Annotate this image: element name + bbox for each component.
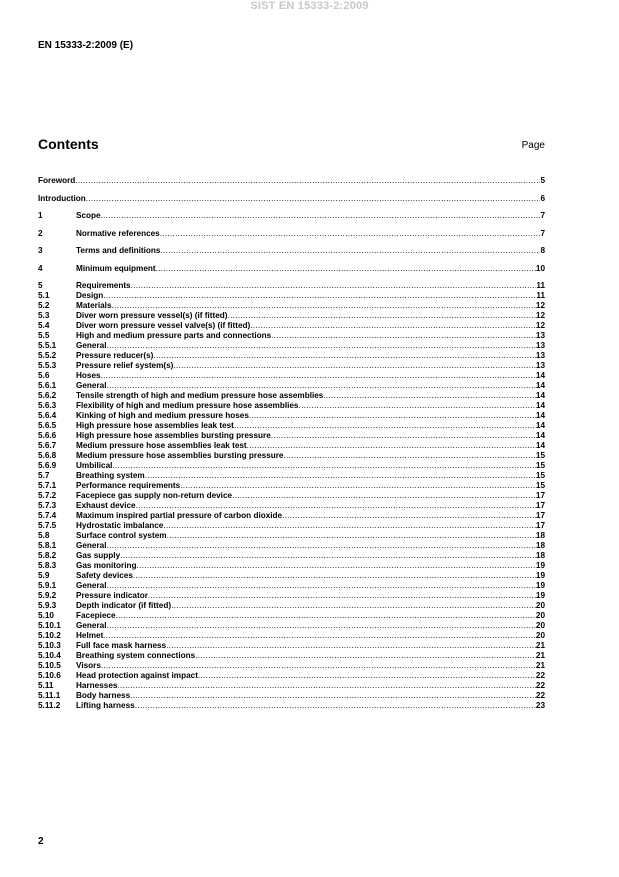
toc-entry-title: Maximum inspired partial pressure of carbon dioxide bbox=[76, 511, 283, 520]
toc-entry-number: 5.6.1 bbox=[38, 381, 57, 390]
toc-entry[interactable] bbox=[38, 411, 545, 421]
toc-entry-title: Normative references bbox=[76, 228, 160, 238]
toc-entry-title: Breathing system bbox=[76, 471, 145, 480]
toc-entry-number: 5.6.5 bbox=[38, 421, 57, 430]
toc-entry-page: 13 bbox=[535, 331, 545, 340]
toc-entry-number: 5.10.4 bbox=[38, 651, 61, 660]
toc-entry-number: 3 bbox=[38, 246, 43, 255]
toc-dot-leader bbox=[160, 229, 541, 239]
toc-entry-title: High and medium pressure parts and connections bbox=[76, 331, 272, 340]
toc-entry-title: Visors bbox=[76, 661, 101, 670]
toc-entry-number: 5.11.2 bbox=[38, 701, 61, 710]
toc-entry-page: 21 bbox=[535, 641, 545, 650]
toc-entry-title: Pressure reducer(s) bbox=[76, 351, 154, 360]
toc-dot-leader bbox=[249, 411, 536, 421]
toc-entry[interactable] bbox=[38, 501, 545, 511]
toc-dot-leader bbox=[101, 211, 541, 221]
toc-entry-title: Facepiece bbox=[76, 611, 116, 620]
toc-entry-number: 1 bbox=[38, 211, 43, 220]
toc-entry-page: 13 bbox=[535, 351, 545, 360]
toc-dot-leader bbox=[101, 661, 536, 671]
toc-entry-number: 5.8 bbox=[38, 531, 50, 540]
toc-entry-title: Flexibility of high and medium pressure hose assemblies bbox=[76, 401, 299, 410]
toc-entry[interactable] bbox=[38, 451, 545, 461]
toc-entry-title: Diver worn pressure vessel valve(s) (if fitted) bbox=[76, 321, 251, 330]
toc-dot-leader bbox=[271, 331, 536, 341]
toc-dot-leader bbox=[198, 671, 536, 681]
toc-entry-page: 15 bbox=[535, 451, 545, 460]
toc-entry-page: 8 bbox=[540, 246, 545, 255]
toc-entry[interactable] bbox=[38, 551, 545, 561]
toc-entry-title: Surface control system bbox=[76, 531, 167, 540]
toc-entry-page: 14 bbox=[535, 421, 545, 430]
toc-entry[interactable] bbox=[38, 571, 545, 581]
toc-entry-number: 5.5.3 bbox=[38, 361, 57, 370]
toc-dot-leader bbox=[103, 291, 536, 301]
toc-entry-page: 19 bbox=[535, 561, 545, 570]
toc-entry-number: 5.7.2 bbox=[38, 491, 57, 500]
toc-entry-title: High pressure hose assemblies leak test bbox=[76, 421, 234, 430]
toc-entry-page: 22 bbox=[535, 681, 545, 690]
toc-entry-page: 14 bbox=[535, 431, 545, 440]
toc-entry-page: 12 bbox=[535, 311, 545, 320]
toc-entry-page: 22 bbox=[535, 691, 545, 700]
toc-entry[interactable] bbox=[38, 361, 545, 371]
toc-entry-page: 19 bbox=[535, 571, 545, 580]
toc-entry-title: Performance requirements bbox=[76, 481, 181, 490]
toc-entry[interactable] bbox=[38, 621, 545, 631]
toc-entry-title: Pressure relief system(s) bbox=[76, 361, 174, 370]
toc-entry-title: Full face mask harness bbox=[76, 641, 167, 650]
toc-entry-title: High pressure hose assemblies bursting pressure bbox=[76, 431, 271, 440]
toc-entry-page: 18 bbox=[535, 531, 545, 540]
toc-dot-leader bbox=[137, 561, 536, 571]
toc-dot-leader bbox=[284, 451, 536, 461]
toc-entry-title: Pressure indicator bbox=[76, 591, 148, 600]
toc-entry-page: 15 bbox=[535, 481, 545, 490]
toc-entry-number: 5.6 bbox=[38, 371, 50, 380]
toc-entry-title: General bbox=[76, 581, 107, 590]
toc-entry[interactable] bbox=[38, 561, 545, 571]
toc-entry-number: 5.6.9 bbox=[38, 461, 57, 470]
toc-entry[interactable] bbox=[38, 321, 545, 331]
toc-entry[interactable] bbox=[38, 264, 545, 274]
toc-entry[interactable] bbox=[38, 351, 545, 361]
toc-dot-leader bbox=[234, 421, 536, 431]
toc-entry[interactable] bbox=[38, 671, 545, 681]
toc-entry[interactable] bbox=[38, 211, 545, 221]
toc-entry-title: Breathing system connections bbox=[76, 651, 196, 660]
toc-entry-page: 17 bbox=[535, 501, 545, 510]
toc-entry-number: 5.5.2 bbox=[38, 351, 57, 360]
toc-entry-number: 5.9.3 bbox=[38, 601, 57, 610]
toc-dot-leader bbox=[86, 194, 541, 204]
toc-entry-page: 13 bbox=[535, 361, 545, 370]
toc-dot-leader bbox=[195, 651, 536, 661]
toc-entry-number: 5.8.1 bbox=[38, 541, 57, 550]
toc-entry[interactable] bbox=[38, 246, 545, 256]
toc-entry-number: 5.8.3 bbox=[38, 561, 57, 570]
toc-dot-leader bbox=[180, 481, 536, 491]
toc-entry-title: Gas supply bbox=[76, 551, 121, 560]
toc-entry-number: 5.10.3 bbox=[38, 641, 61, 650]
toc-entry-number: 5.10.6 bbox=[38, 671, 61, 680]
toc-entry-number: 5.7.3 bbox=[38, 501, 57, 510]
toc-entry-page: 12 bbox=[535, 301, 545, 310]
toc-entry-number: 5.1 bbox=[38, 291, 50, 300]
toc-entry-title: Foreword bbox=[38, 176, 76, 185]
toc-entry-page: 5 bbox=[540, 176, 545, 185]
toc-entry[interactable] bbox=[38, 441, 545, 451]
toc-entry-page: 14 bbox=[535, 441, 545, 450]
toc-entry-page: 14 bbox=[535, 411, 545, 420]
toc-entry-page: 11 bbox=[536, 281, 545, 290]
toc-entry-number: 5.7.1 bbox=[38, 481, 57, 490]
toc-entry[interactable] bbox=[38, 461, 545, 471]
toc-dot-leader bbox=[133, 571, 536, 581]
toc-entry-title: General bbox=[76, 381, 107, 390]
toc-dot-leader bbox=[299, 401, 536, 411]
toc-entry-page: 22 bbox=[535, 671, 545, 680]
toc-dot-leader bbox=[75, 176, 540, 186]
toc-entry[interactable] bbox=[38, 331, 545, 341]
toc-entry-number: 5.6.2 bbox=[38, 391, 57, 400]
toc-dot-leader bbox=[323, 391, 536, 401]
toc-entry[interactable] bbox=[38, 176, 545, 186]
toc-dot-leader bbox=[103, 631, 536, 641]
toc-dot-leader bbox=[107, 341, 536, 351]
toc-dot-leader bbox=[116, 611, 536, 621]
toc-entry[interactable] bbox=[38, 641, 545, 651]
toc-entry-title: Scope bbox=[76, 211, 101, 220]
toc-entry-page: 14 bbox=[535, 401, 545, 410]
toc-entry-page: 21 bbox=[535, 651, 545, 660]
toc-entry-number: 5.5.1 bbox=[38, 341, 57, 350]
toc-entry[interactable] bbox=[38, 591, 545, 601]
toc-entry-number: 5.9.1 bbox=[38, 581, 57, 590]
toc-entry-title: Introduction bbox=[38, 193, 86, 203]
toc-entry-page: 7 bbox=[540, 228, 545, 238]
toc-entry-page: 20 bbox=[535, 611, 545, 620]
toc-entry-page: 23 bbox=[535, 701, 545, 710]
toc-dot-leader bbox=[282, 511, 536, 521]
toc-dot-leader bbox=[156, 264, 536, 274]
toc-entry-number: 5.8.2 bbox=[38, 551, 57, 560]
toc-entry[interactable] bbox=[38, 291, 545, 301]
toc-entry-number: 5.7.5 bbox=[38, 521, 57, 530]
watermark: SIST EN 15333-2:2009 bbox=[250, 0, 369, 12]
toc-dot-leader bbox=[107, 621, 536, 631]
toc-entry[interactable] bbox=[38, 381, 545, 391]
toc-entry-title: Umbilical bbox=[76, 461, 113, 470]
toc-entry-title: General bbox=[76, 621, 107, 630]
toc-dot-leader bbox=[232, 491, 536, 501]
toc-entry[interactable] bbox=[38, 701, 545, 711]
toc-entry-number: 5.7 bbox=[38, 471, 50, 480]
toc-entry-title: Facepiece gas supply non-return device bbox=[76, 491, 233, 500]
toc-entry-number: 5.6.7 bbox=[38, 441, 57, 450]
toc-entry-number: 5.10.5 bbox=[38, 661, 61, 670]
toc-entry-title: Materials bbox=[76, 301, 112, 310]
toc-dot-leader bbox=[107, 381, 536, 391]
toc-entry-number: 4 bbox=[38, 263, 43, 273]
toc-entry-title: Design bbox=[76, 291, 104, 300]
toc-entry-number: 5.10.1 bbox=[38, 621, 61, 630]
toc-entry-page: 14 bbox=[535, 391, 545, 400]
toc-entry[interactable] bbox=[38, 421, 545, 431]
toc-dot-leader bbox=[160, 246, 540, 256]
toc-dot-leader bbox=[145, 471, 536, 481]
toc-entry-page: 18 bbox=[535, 541, 545, 550]
toc-entry-page: 17 bbox=[535, 511, 545, 520]
page-number: 2 bbox=[38, 836, 44, 847]
toc-entry[interactable] bbox=[38, 521, 545, 531]
toc-entry-page: 15 bbox=[535, 471, 545, 480]
toc-entry[interactable] bbox=[38, 611, 545, 621]
toc-entry-number: 5.9.2 bbox=[38, 591, 57, 600]
toc-entry[interactable] bbox=[38, 481, 545, 491]
toc-entry-title: Safety devices bbox=[76, 571, 133, 580]
toc-entry-page: 21 bbox=[535, 661, 545, 670]
toc-dot-leader bbox=[171, 601, 536, 611]
toc-entry[interactable] bbox=[38, 631, 545, 641]
toc-entry-number: 5.6.4 bbox=[38, 411, 57, 420]
toc-dot-leader bbox=[117, 681, 535, 691]
toc-entry[interactable] bbox=[38, 691, 545, 701]
contents-heading: Contents bbox=[38, 136, 99, 152]
toc-entry-title: Diver worn pressure vessel(s) (if fitted) bbox=[76, 311, 228, 320]
toc-entry-title: Requirements bbox=[76, 281, 131, 290]
toc-entry[interactable] bbox=[38, 661, 545, 671]
toc-dot-leader bbox=[120, 551, 536, 561]
toc-entry[interactable] bbox=[38, 281, 545, 291]
toc-entry-title: Minimum equipment bbox=[76, 263, 156, 273]
toc-dot-leader bbox=[107, 581, 536, 591]
toc-entry-page: 17 bbox=[535, 491, 545, 500]
document-id: EN 15333-2:2009 (E) bbox=[38, 40, 134, 51]
toc-entry-title: Helmet bbox=[76, 631, 104, 640]
toc-entry[interactable] bbox=[38, 601, 545, 611]
toc-dot-leader bbox=[247, 441, 536, 451]
toc-entry[interactable] bbox=[38, 531, 545, 541]
toc-entry-page: 7 bbox=[540, 211, 545, 220]
toc-entry-number: 5.6.6 bbox=[38, 431, 57, 440]
toc-entry-title: Kinking of high and medium pressure hoses bbox=[76, 411, 249, 420]
toc-entry-number: 5.11.1 bbox=[38, 691, 61, 700]
toc-entry-number: 5.5 bbox=[38, 331, 50, 340]
toc-entry[interactable] bbox=[38, 301, 545, 311]
toc-dot-leader bbox=[148, 591, 536, 601]
toc-entry-title: Medium pressure hose assemblies leak test bbox=[76, 441, 247, 450]
toc-entry[interactable] bbox=[38, 681, 545, 691]
toc-dot-leader bbox=[153, 351, 536, 361]
toc-entry-title: General bbox=[76, 541, 107, 550]
toc-entry[interactable] bbox=[38, 651, 545, 661]
toc-entry-title: Body harness bbox=[76, 691, 131, 700]
toc-entry-page: 13 bbox=[535, 341, 545, 350]
toc-entry-title: Exhaust device bbox=[76, 501, 136, 510]
toc-dot-leader bbox=[135, 701, 536, 711]
toc-dot-leader bbox=[136, 501, 536, 511]
toc-entry-page: 20 bbox=[535, 601, 545, 610]
toc-entry-title: General bbox=[76, 341, 107, 350]
toc-entry-title: Depth indicator (if fitted) bbox=[76, 601, 172, 610]
toc-entry[interactable] bbox=[38, 391, 545, 401]
toc-entry-page: 20 bbox=[535, 621, 545, 630]
toc-entry-page: 14 bbox=[535, 381, 545, 390]
toc-entry[interactable] bbox=[38, 581, 545, 591]
toc-dot-leader bbox=[167, 531, 536, 541]
toc-entry-title: Medium pressure hose assemblies bursting pressure bbox=[76, 451, 284, 460]
page-column-label: Page bbox=[521, 140, 545, 151]
toc-dot-leader bbox=[131, 281, 537, 291]
toc-entry-title: Gas monitoring bbox=[76, 561, 137, 570]
toc-entry-number: 5.3 bbox=[38, 311, 50, 320]
toc-entry-number: 5.7.4 bbox=[38, 511, 57, 520]
toc-entry-page: 15 bbox=[535, 461, 545, 470]
toc-entry-number: 5.4 bbox=[38, 321, 50, 330]
toc-entry-page: 18 bbox=[535, 551, 545, 560]
toc-entry[interactable] bbox=[38, 341, 545, 351]
toc-entry-title: Harnesses bbox=[76, 681, 118, 690]
toc-entry-number: 5.9 bbox=[38, 571, 50, 580]
toc-entry[interactable] bbox=[38, 311, 545, 321]
toc-entry-title: Terms and definitions bbox=[76, 246, 161, 255]
toc-entry-number: 5.11 bbox=[38, 681, 54, 690]
toc-entry-number: 5 bbox=[38, 281, 43, 290]
toc-entry[interactable] bbox=[38, 194, 545, 204]
toc-entry-title: Head protection against impact bbox=[76, 671, 198, 680]
toc-dot-leader bbox=[107, 541, 536, 551]
toc-entry-title: Tensile strength of high and medium pressure hose assemblies bbox=[76, 391, 324, 400]
toc-entry[interactable] bbox=[38, 371, 545, 381]
toc-dot-leader bbox=[271, 431, 536, 441]
toc-entry-number: 5.6.8 bbox=[38, 451, 57, 460]
toc-entry-number: 5.6.3 bbox=[38, 401, 57, 410]
toc-entry-title: Hydrostatic imbalance bbox=[76, 521, 164, 530]
toc-entry-page: 19 bbox=[535, 581, 545, 590]
toc-dot-leader bbox=[112, 301, 536, 311]
toc-entry-page: 17 bbox=[535, 521, 545, 530]
toc-dot-leader bbox=[228, 311, 536, 321]
toc-entry-page: 20 bbox=[535, 631, 545, 640]
table-of-contents bbox=[38, 176, 545, 711]
toc-entry-page: 11 bbox=[536, 291, 545, 300]
toc-dot-leader bbox=[166, 641, 536, 651]
toc-dot-leader bbox=[173, 361, 535, 371]
toc-dot-leader bbox=[163, 521, 536, 531]
toc-dot-leader bbox=[101, 371, 536, 381]
toc-entry-number: 5.2 bbox=[38, 301, 50, 310]
toc-entry-number: 2 bbox=[38, 228, 43, 238]
toc-entry-number: 5.10.2 bbox=[38, 631, 61, 640]
toc-entry-page: 10 bbox=[535, 263, 545, 273]
toc-dot-leader bbox=[130, 691, 536, 701]
toc-entry[interactable] bbox=[38, 511, 545, 521]
toc-entry[interactable] bbox=[38, 541, 545, 551]
toc-entry[interactable] bbox=[38, 471, 545, 481]
toc-dot-leader bbox=[112, 461, 535, 471]
toc-entry[interactable] bbox=[38, 491, 545, 501]
toc-entry-page: 12 bbox=[535, 321, 545, 330]
toc-entry-page: 6 bbox=[540, 193, 545, 203]
toc-entry-title: Hoses bbox=[76, 371, 101, 380]
toc-entry-page: 14 bbox=[535, 371, 545, 380]
toc-entry[interactable] bbox=[38, 229, 545, 239]
toc-entry-page: 19 bbox=[535, 591, 545, 600]
toc-dot-leader bbox=[250, 321, 536, 331]
toc-entry-number: 5.10 bbox=[38, 611, 54, 620]
toc-entry[interactable] bbox=[38, 431, 545, 441]
toc-entry-title: Lifting harness bbox=[76, 701, 135, 710]
toc-entry[interactable] bbox=[38, 401, 545, 411]
